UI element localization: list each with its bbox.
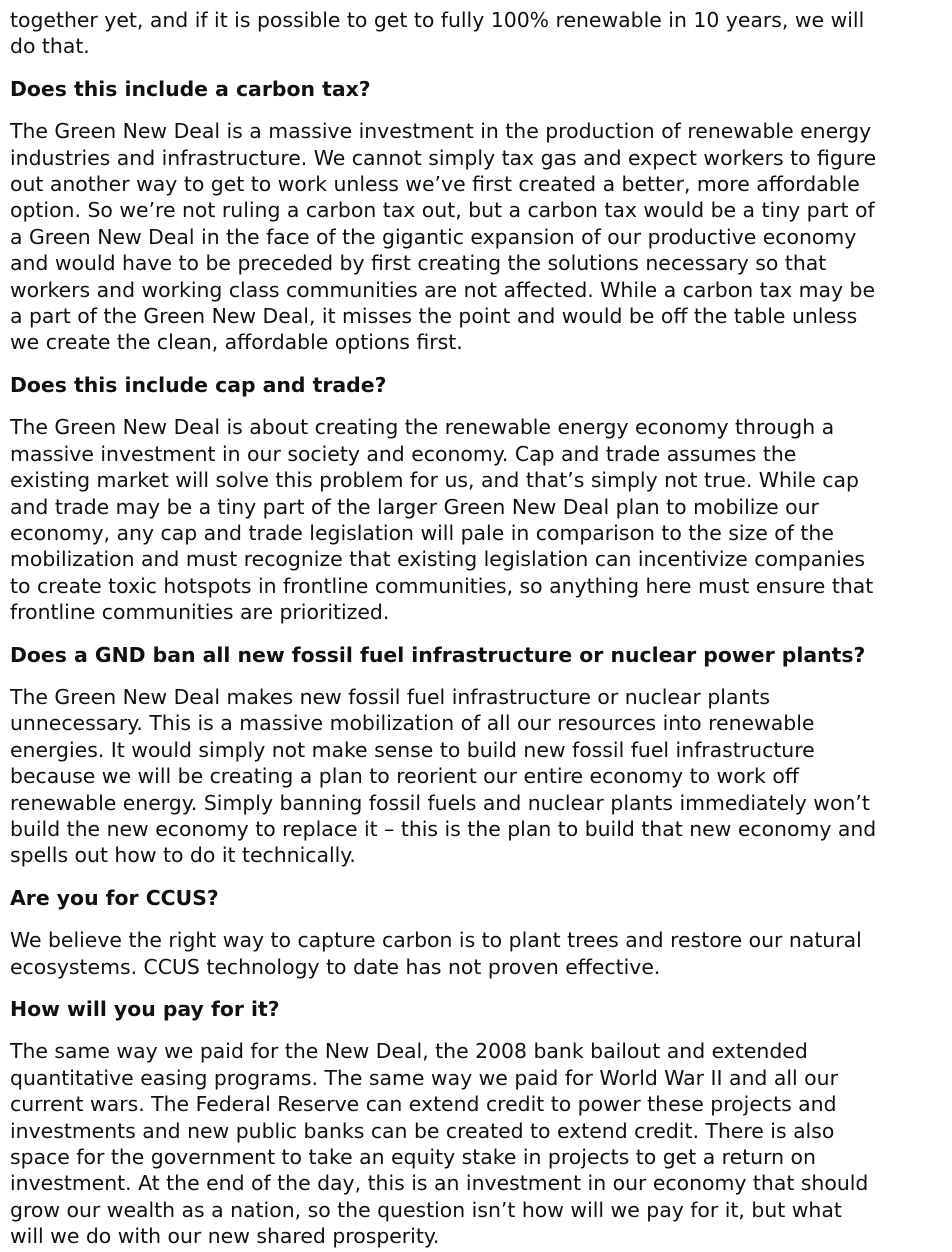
text-line: ecosystems. CCUS technology to date has not proven effective. bbox=[10, 954, 661, 979]
text-line: investments and new public banks can be created to extend credit. There is also bbox=[10, 1118, 835, 1143]
text-line: massive investment in our society and economy. Cap and trade assumes the bbox=[10, 441, 797, 466]
text-line: do that. bbox=[10, 34, 90, 59]
section-paragraph-pay-for-it bbox=[10, 1038, 925, 1249]
section-paragraph-ccus bbox=[10, 927, 925, 980]
text-line: and would have to be preceded by first creating the solutions necessary so that bbox=[10, 251, 827, 276]
text-line: together yet, and if it is possible to get to fully 100% renewable in 10 years, we will bbox=[10, 8, 865, 32]
text-line: The Green New Deal is a massive investment in the production of renewable energy bbox=[10, 119, 872, 144]
section-heading-pay-for-it: How will you pay for it? bbox=[10, 997, 280, 1021]
text-line: we create the clean, affordable options first. bbox=[10, 330, 463, 355]
text-line: space for the government to take an equity stake in projects to get a return on bbox=[10, 1145, 816, 1170]
section-heading-fossil-nuclear-ban: Does a GND ban all new fossil fuel infrastructure or nuclear power plants? bbox=[10, 642, 866, 667]
text-line: The Green New Deal makes new fossil fuel infrastructure or nuclear plants bbox=[10, 684, 770, 709]
text-line: The same way we paid for the New Deal, the 2008 bank bailout and extended bbox=[10, 1039, 808, 1064]
text-line: current wars. The Federal Reserve can extend credit to power these projects and bbox=[10, 1092, 837, 1117]
text-line: renewable energy. Simply banning fossil fuels and nuclear plants immediately won’t bbox=[10, 790, 870, 815]
section-heading-carbon-tax: Does this include a carbon tax? bbox=[10, 76, 371, 101]
text-line: a Green New Deal in the face of the gigantic expansion of our productive economy bbox=[10, 224, 857, 249]
text-line: mobilization and must recognize that existing legislation can incentivize companies bbox=[10, 547, 866, 572]
text-line: unnecessary. This is a massive mobilization of all our resources into renewable bbox=[10, 711, 815, 736]
text-line: industries and infrastructure. We cannot simply tax gas and expect workers to figure bbox=[10, 145, 877, 170]
text-line: energies. It would simply not make sense to build new fossil fuel infrastructure bbox=[10, 737, 815, 762]
text-line: because we will be creating a plan to reorient our entire economy to work off bbox=[10, 764, 799, 789]
section-heading-ccus: Are you for CCUS? bbox=[10, 885, 219, 910]
section-heading-cap-and-trade: Does this include cap and trade? bbox=[10, 372, 387, 397]
text-line: The Green New Deal is about creating the renewable energy economy through a bbox=[10, 415, 835, 440]
text-line: will we do with our new shared prosperity. bbox=[10, 1224, 440, 1249]
intro-paragraph bbox=[10, 7, 925, 60]
section-paragraph-carbon-tax bbox=[10, 118, 925, 356]
text-line: frontline communities are prioritized. bbox=[10, 600, 390, 625]
text-line: workers and working class communities are not affected. While a carbon tax may be bbox=[10, 277, 876, 302]
text-line: economy, any cap and trade legislation will pale in comparison to the size of the bbox=[10, 520, 834, 545]
text-line: grow our wealth as a nation, so the question isn’t how will we pay for it, but what bbox=[10, 1197, 842, 1222]
text-line: existing market will solve this problem for us, and that’s simply not true. While cap bbox=[10, 468, 859, 493]
section-paragraph-cap-and-trade bbox=[10, 414, 925, 625]
document-page bbox=[10, 7, 925, 1250]
text-line: a part of the Green New Deal, it misses the point and would be off the table unless bbox=[10, 304, 858, 329]
section-paragraph-fossil-nuclear-ban bbox=[10, 684, 925, 869]
text-line: investment. At the end of the day, this is an investment in our economy that should bbox=[10, 1171, 869, 1196]
text-line: option. So we’re not ruling a carbon tax out, but a carbon tax would be a tiny part of bbox=[10, 198, 875, 223]
text-line: We believe the right way to capture carbon is to plant trees and restore our natural bbox=[10, 928, 862, 953]
text-line: spells out how to do it technically. bbox=[10, 843, 356, 868]
text-line: and trade may be a tiny part of the larger Green New Deal plan to mobilize our bbox=[10, 494, 819, 519]
text-line: to create toxic hotspots in frontline communities, so anything here must ensure that bbox=[10, 573, 874, 598]
text-line: quantitative easing programs. The same way we paid for World War II and all our bbox=[10, 1065, 838, 1090]
text-line: build the new economy to replace it – this is the plan to build that new economy and bbox=[10, 816, 877, 841]
text-line: out another way to get to work unless we’ve first created a better, more affordable bbox=[10, 172, 860, 197]
